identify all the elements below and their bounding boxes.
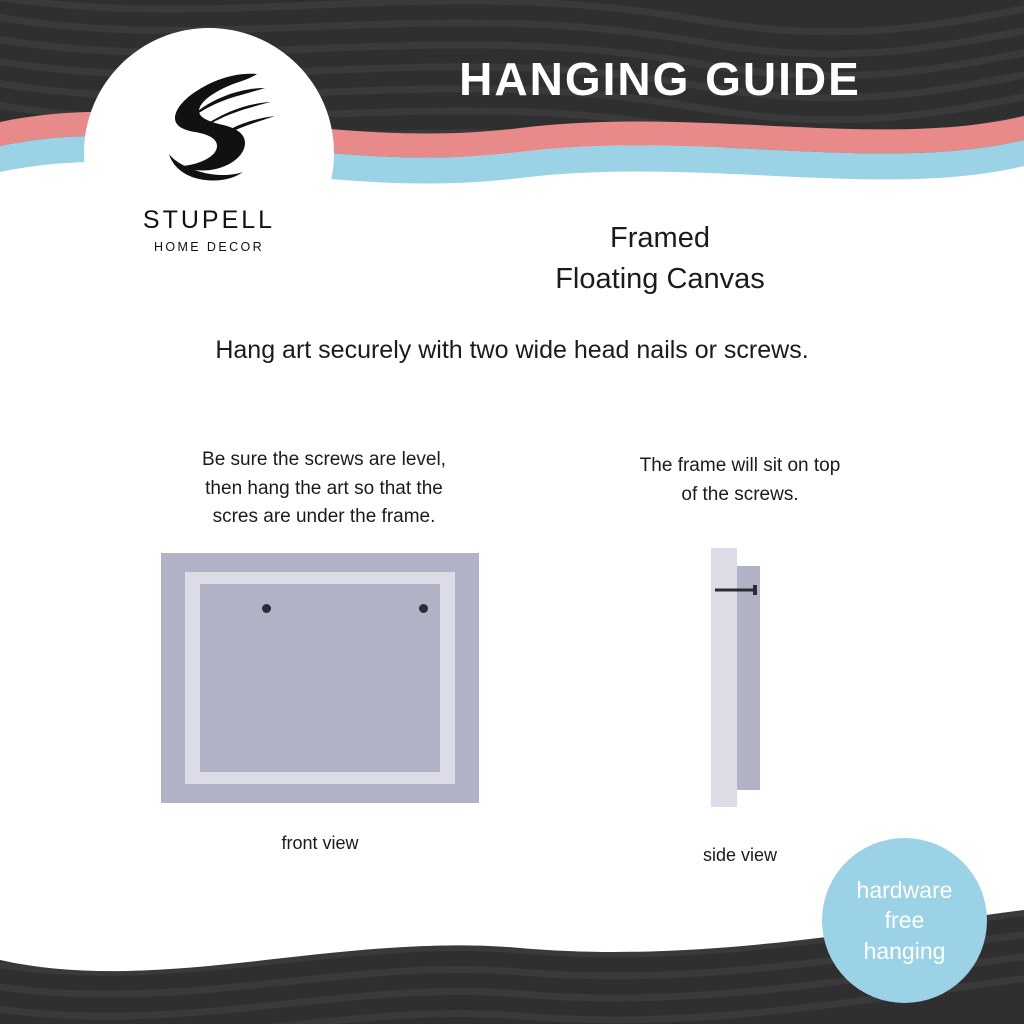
brand-logo-badge <box>84 28 334 278</box>
front-view-caption-line1: Be sure the screws are level, <box>202 449 446 470</box>
stupell-swoosh-icon <box>139 62 279 192</box>
front-view-label: front view <box>281 833 359 853</box>
screw-dot-right-icon <box>419 604 428 613</box>
badge-line3: hanging <box>863 937 946 964</box>
front-view-canvas <box>200 584 440 772</box>
front-view-diagram <box>161 553 479 803</box>
side-view-caption-line2: of the screws. <box>681 483 799 505</box>
screw-dot-left-icon <box>262 604 271 613</box>
brand-name: STUPELL <box>142 206 276 234</box>
side-view-frame <box>737 566 760 790</box>
badge-line2: free <box>884 907 925 934</box>
brand-tagline: HOME DECOR <box>153 240 265 254</box>
front-view-caption-line2: then hang the art so that the <box>205 477 443 499</box>
side-view-label: side view <box>702 845 778 865</box>
front-view-caption-line3: scres are under the frame. <box>212 506 436 527</box>
screw-side-icon <box>715 585 759 595</box>
main-instruction: Hang art securely with two wide head nails or screws. <box>215 336 809 364</box>
product-name <box>340 218 980 300</box>
front-view-mat <box>185 572 455 784</box>
front-view-caption <box>120 446 528 532</box>
side-view-caption <box>560 452 920 509</box>
hardware-free-badge <box>822 838 987 1003</box>
side-view-caption-line1: The frame will sit on top <box>639 455 841 476</box>
product-name-line2: Floating Canvas <box>555 263 765 296</box>
badge-line1: hardware <box>856 876 953 903</box>
page-title: HANGING GUIDE <box>459 53 861 105</box>
product-name-line1: Framed <box>610 222 710 254</box>
